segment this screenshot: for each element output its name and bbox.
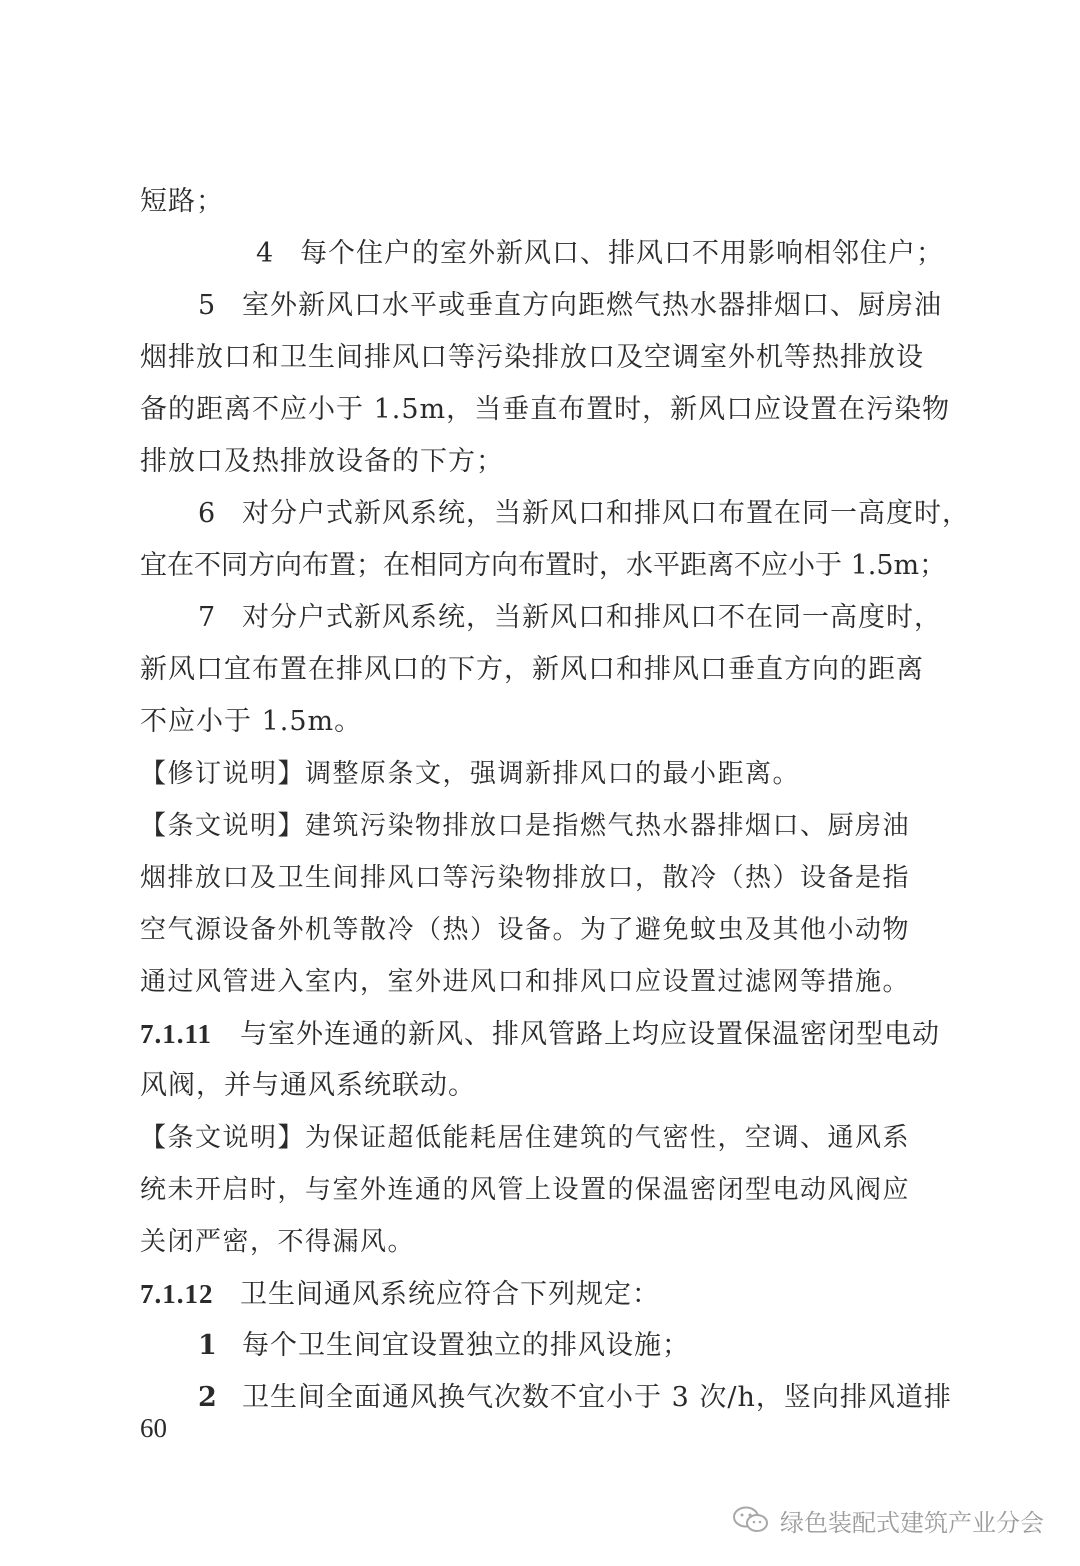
clause-number: 7.1.11 <box>140 1019 213 1049</box>
clause-note: 【条文说明】建筑污染物排放口是指燃气热水器排烟口、厨房油 <box>140 811 911 841</box>
clause-heading: 7.1.11 与室外连通的新风、排风管路上均应设置保温密闭型电动 <box>140 1014 960 1055</box>
watermark <box>732 1500 1044 1540</box>
text-line: 备的距离不应小于 1.5m，当垂直布置时，新风口应设置在污染物 <box>140 394 951 425</box>
item-number: 4 <box>256 238 275 269</box>
clause-note: 空气源设备外机等散冷（热）设备。为了避免蚊虫及其他小动物 <box>140 915 911 945</box>
watermark-text: 绿色装配式建筑产业分会 <box>780 1508 1044 1537</box>
item-number: 2 <box>198 1382 218 1413</box>
page-number: 60 <box>140 1413 167 1443</box>
item-number: 5 <box>198 290 217 321</box>
clause-note: 烟排放口及卫生间排风口等污染物排放口，散冷（热）设备是指 <box>140 863 911 893</box>
clause-number: 7.1.12 <box>140 1279 214 1309</box>
wechat-icon <box>732 1505 770 1535</box>
list-item: 4 每个住户的室外新风口、排风口不用影响相邻住户； <box>140 234 960 274</box>
list-item: 5 室外新风口水平或垂直方向距燃气热水器排烟口、厨房油 <box>140 286 960 326</box>
clause-heading: 7.1.12 卫生间通风系统应符合下列规定： <box>140 1274 960 1315</box>
list-item: 2 卫生间全面通风换气次数不宜小于 3 次/h，竖向排风道排 <box>140 1378 960 1418</box>
text-line: 宜在不同方向布置；在相同方向布置时，水平距离不应小于 1.5m； <box>140 550 947 581</box>
clause-note: 【条文说明】为保证超低能耗居住建筑的气密性，空调、通风系 <box>140 1123 911 1153</box>
text-line: 风阀，并与通风系统联动。 <box>140 1070 476 1101</box>
item-number: 6 <box>198 498 217 529</box>
list-item: 1 每个卫生间宜设置独立的排风设施； <box>140 1326 960 1366</box>
clause-note: 通过风管进入室内，室外进风口和排风口应设置过滤网等措施。 <box>140 967 911 997</box>
text-line: 不应小于 1.5m。 <box>140 706 363 737</box>
text-line: 短路； <box>140 186 224 217</box>
text-line: 新风口宜布置在排风口的下方，新风口和排风口垂直方向的距离 <box>140 654 924 685</box>
text-line: 排放口及热排放设备的下方； <box>140 446 504 477</box>
item-number: 1 <box>198 1330 218 1361</box>
clause-note: 关闭严密，不得漏风。 <box>140 1227 416 1257</box>
text-line: 烟排放口和卫生间排风口等污染排放口及空调室外机等热排放设 <box>140 342 924 373</box>
list-item: 7 对分户式新风系统，当新风口和排风口不在同一高度时， <box>140 598 960 638</box>
list-item: 6 对分户式新风系统，当新风口和排风口布置在同一高度时， <box>140 494 960 534</box>
item-number: 7 <box>198 602 217 633</box>
revision-note: 【修订说明】调整原条文，强调新排风口的最小距离。 <box>140 759 801 789</box>
clause-note: 统未开启时，与室外连通的风管上设置的保温密闭型电动风阀应 <box>140 1175 911 1205</box>
